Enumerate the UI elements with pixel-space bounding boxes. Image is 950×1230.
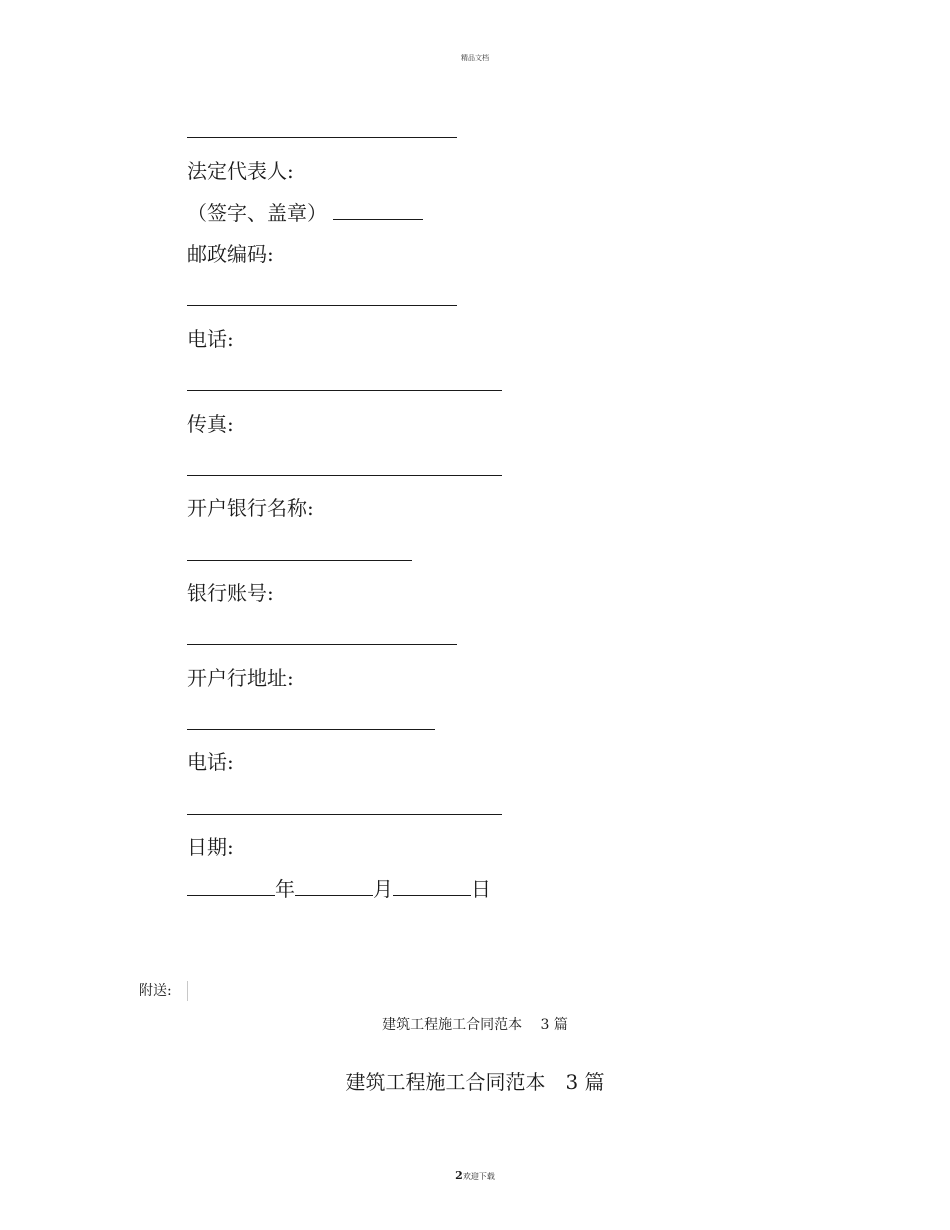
date-row	[187, 877, 491, 901]
document-title: 建筑工程施工合同范本 3 篇	[345, 1070, 605, 1094]
date-label: 日期:	[187, 835, 234, 859]
text-cursor-bar	[187, 981, 188, 1001]
day-label: 日	[471, 877, 491, 901]
phone2-label: 电话:	[187, 750, 234, 774]
legal-rep-label: 法定代表人:	[187, 159, 294, 183]
month-blank	[295, 877, 373, 896]
bank-address-label: 开户行地址:	[187, 666, 294, 690]
postal-code-label: 邮政编码:	[187, 242, 274, 266]
page-number: 2	[455, 1169, 463, 1182]
bank-address-blank	[187, 729, 435, 730]
sign-seal-row	[187, 201, 423, 225]
footer-text: 欢迎下载	[462, 1172, 495, 1181]
sign-blank	[333, 201, 423, 220]
day-blank	[393, 877, 471, 896]
bank-name-blank	[187, 560, 412, 561]
phone-label: 电话:	[187, 327, 234, 351]
blank-line	[187, 137, 457, 138]
month-label: 月	[373, 877, 393, 901]
bank-account-blank	[187, 644, 457, 645]
phone2-blank	[187, 814, 502, 815]
sign-seal-label: （签字、盖章）	[187, 201, 327, 225]
postal-code-blank	[187, 305, 457, 306]
page-header: 精品文档	[461, 54, 489, 62]
fax-label: 传真:	[187, 412, 234, 436]
phone-blank	[187, 390, 502, 391]
attachment-label: 附送:	[139, 983, 172, 999]
subtitle: 建筑工程施工合同范本 3 篇	[382, 1017, 568, 1033]
page-footer	[0, 1169, 950, 1182]
year-label: 年	[275, 877, 295, 901]
year-blank	[187, 877, 275, 896]
bank-account-label: 银行账号:	[187, 581, 274, 605]
fax-blank	[187, 475, 502, 476]
bank-name-label: 开户银行名称:	[187, 496, 314, 520]
